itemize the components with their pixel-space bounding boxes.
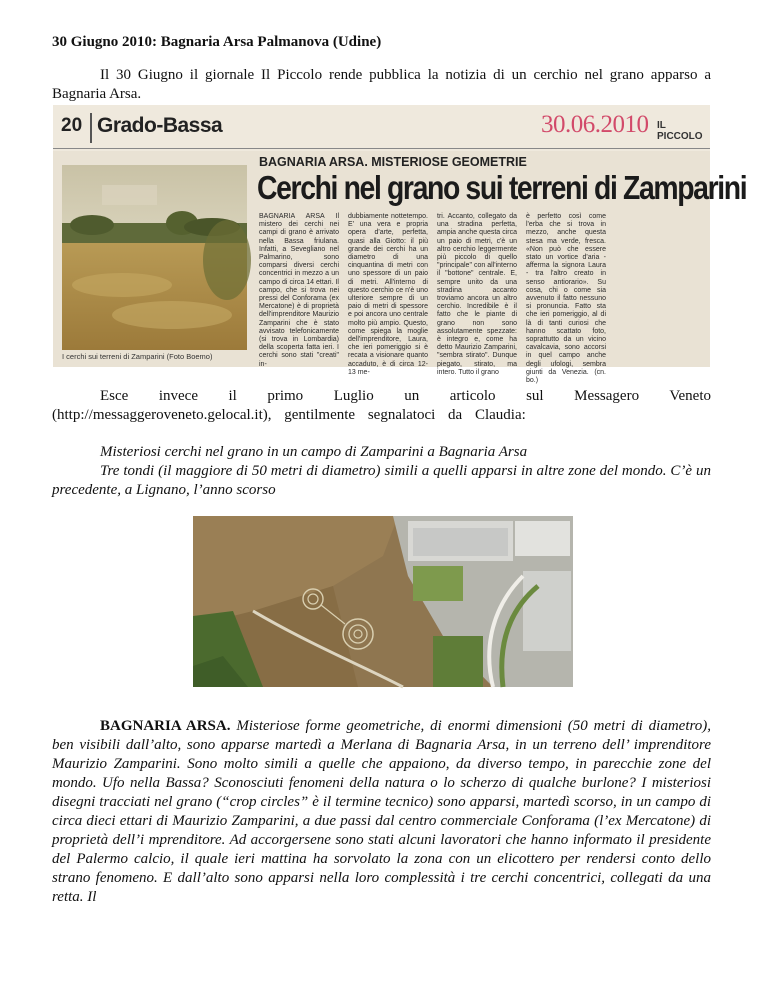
- article-title: Misteriosi cerchi nel grano in un campo di Zamparini a Bagnaria Arsa: [100, 444, 528, 460]
- article-body: [52, 717, 711, 907]
- aerial-crop-circles-photo: [193, 516, 573, 687]
- clipping-body: [259, 213, 705, 385]
- messaggero-paragraph: Esce invece il primo Luglio un articolo sul Messagero Veneto (http://messaggeroveneto.gelocal.it), gentilmente segnalatoci da Claudia:: [52, 388, 711, 423]
- clipping-kicker: BAGNARIA ARSA. MISTERIOSE GEOMETRIE: [259, 155, 527, 169]
- clipping-field-photo: [62, 165, 247, 350]
- clipping-headline: Cerchi nel grano sui terreni di Zamparini: [257, 169, 747, 206]
- article-subtitle: Tre tondi (il maggiore di 50 metri di diametro) simili a quelli apparsi in altre zone del mondo. C’è un precedente, a Lignano, l’anno scorso: [52, 463, 711, 498]
- clipping-newspaper-name: IL PICCOLO: [657, 120, 703, 142]
- article-body-lead: BAGNARIA ARSA.: [100, 718, 231, 734]
- article-body-text: Misteriose forme geometriche, di enormi dimensioni (50 metri di diametro), ben visibili dall’alto, sono apparse martedì a Merlana di Bagnaria Arsa, in un terreno dell’ imprenditore Maurizio Zamparini. Sono molto simili a quelle che appaiono, da diverso tempo, in parecchie zone del mondo. Ufo nella Bassa? Sconosciuti fenomeni della natura o lo scherzo di qualche burlone? I misteriosi disegni tracciati nel grano (“crop circles” è il termine tecnico) sono apparsi, martedì scorso, in un campo di circa dieci ettari di Maurizio Zamparini, a due passi dal centro commerciale Conforama (l’ex Mercatone) di proprietà dell’i mprenditore. Ad accorgersene sono stati alcuni lavoratori che hanno informato il presidente del Palermo calcio, il quale ieri mattina ha sorvolato la zona con un elicottero per rendersi conto dello strano fenomeno. E dall’alto sono apparsi nella loro complessità i tre cerchi concentrici, collegati da una retta. Il: [52, 718, 712, 905]
- clipping-section: Grado-Bassa: [97, 114, 223, 137]
- page-title: 30 Giugno 2010: Bagnaria Arsa Palmanova (Udine): [52, 34, 382, 50]
- clipping-column: BAGNARIA ARSA Il mistero dei cerchi nei campi di grano è arrivato nella Bassa friulana. Infatti, a Sevegliano nel Palmarino, sono comparsi diversi cerchi concentrici in mezzo a un campo di circa 14 ettari. Il campo, che si trova nei pressi del Conforama (ex Mercatone) è di proprietà dell'imprenditore Maurizio Zamparini che è stato avvisato telefonicamente (si trova in Lombardia) della scoperta fatta ieri. I cerchi sono stati "creati" in-: [259, 213, 339, 368]
- clipping-date: 30.06.2010: [541, 111, 649, 138]
- clipping-column: dubbiamente nottetempo. E' una vera e propria opera d'arte, perfetta, quasi alla Giotto: il più grande dei cerchi ha un diametro di una cinquantina di metri con uno spessore di un paio di metri. All'interno di questo cerchio ce n'è uno ulteriore sempre di un paio di metri di spessore e poi ancora uno centrale molto più ampio. Questo, come spiega la moglie dell'imprenditore, Laura, che ieri pomeriggio si è recata a visionare quanto accaduto, è di circa 12-13 me-: [348, 213, 428, 376]
- intro-paragraph: Il 30 Giugno il giornale Il Piccolo rende pubblica la notizia di un cerchio nel grano apparso a Bagnaria Arsa.: [52, 67, 711, 102]
- clipping-rule: [53, 148, 710, 149]
- newspaper-clipping: [53, 105, 747, 385]
- clipping-page-number: 20: [61, 115, 83, 136]
- clipping-photo-caption: I cerchi sui terreni di Zamparini (Foto Boemo): [62, 352, 213, 361]
- clipping-column: è perfetto così come l'erba che si trova in mezzo, anche questa stesa ma verde, fresca. «Non può che essere stato un vortice d'aria - afferma la signora Laura - tra l'altro creato in senso antiorario». Su cosa, chi o come sia avvenuto il fatto nessuno si pronuncia. Fatto sta che ieri pomeriggio, al di là di tanti curiosi che hanno scattato foto, soprattutto da un vicino cavalcavia, sono accorsi in quel campo anche degli ufologi, sembra giunti da Venezia. (cn. bo.): [526, 213, 606, 385]
- clipping-column: tri. Accanto, collegato da una stradina perfetta, ampia anche questa circa un paio di metri, c'è un altro cerchio leggermente più piccolo di quello "principale" con all'interno il "bottone" centrale. E, sempre unito da una stradina accanto troviamo ancora un altro cerchio. Incredibile è il fatto che le piante di grano non sono assolutamente spezzate: è integro e, come ha detto Maurizio Zamparini, "sembra stirato". Dunque piegato, stirato, ma intero. Tutto il grano: [437, 213, 517, 376]
- clipping-separator: [90, 113, 92, 143]
